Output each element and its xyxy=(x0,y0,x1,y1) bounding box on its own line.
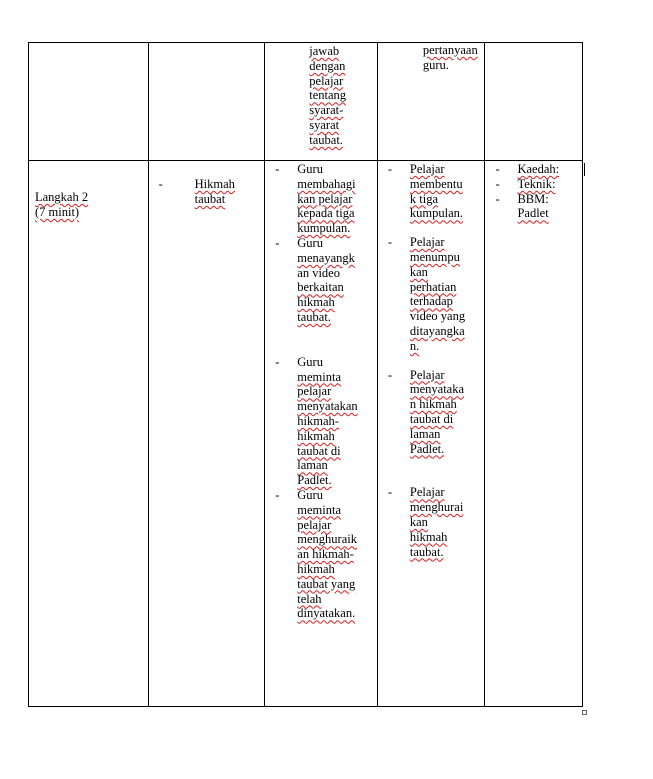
cell-teacher-activity-cont xyxy=(265,43,378,161)
cell-student-activities xyxy=(377,161,485,707)
list-item: - Kaedah: xyxy=(485,162,582,177)
list-item: - BBM: Padlet xyxy=(485,192,582,222)
cell-notes xyxy=(485,161,583,707)
cell-topic-empty xyxy=(148,43,265,161)
list-item: - Guru meminta pelajar menghuraik an hikmah- hikmah taubat yang telah dinyatakan. xyxy=(265,488,377,621)
list-item: - Guru meminta pelajar menyatakan hikmah- hikmah taubat di laman Padlet. xyxy=(265,355,377,488)
step-label: Langkah 2 xyxy=(35,190,89,204)
cell-notes-empty xyxy=(485,43,583,161)
list-item: - Pelajar menumpu kan perhatian terhadap video yang ditayangka n. xyxy=(378,235,485,353)
list-item: - Teknik: xyxy=(485,177,582,192)
list-item: - Guru membahagi kan pelajar kepada tiga kumpulan. xyxy=(265,162,377,236)
cell-teacher-activities xyxy=(265,161,378,707)
list-item: - Pelajar menyataka n hikmah taubat di laman Padlet. xyxy=(378,368,485,457)
student-activity-continuation: pertanyaan guru. xyxy=(422,43,478,72)
topic-list xyxy=(149,161,265,207)
text-cursor xyxy=(584,163,585,176)
table-row-langkah-2 xyxy=(29,161,583,707)
list-item: - Guru menayangk an video berkaitan hikmah taubat. xyxy=(265,236,377,325)
student-activity-list xyxy=(378,161,485,559)
list-item: - Pelajar membentu k tiga kumpulan. xyxy=(378,162,485,221)
notes-list xyxy=(485,161,582,221)
table-end-marker xyxy=(582,710,587,715)
lesson-plan-table xyxy=(28,42,583,707)
cell-student-activity-cont xyxy=(377,43,485,161)
list-item: - Pelajar menghurai kan hikmah taubat. xyxy=(378,485,485,559)
table-row-continuation xyxy=(29,43,583,161)
cell-topic xyxy=(148,161,265,707)
teacher-activity-continuation: jawab dengan pelajar tentang syarat- syarat taubat. xyxy=(309,44,347,147)
step-time: (7 minit) xyxy=(35,204,80,219)
cell-step-empty xyxy=(29,43,149,161)
list-item: - Hikmah taubat xyxy=(149,177,265,207)
cell-step xyxy=(29,161,149,707)
teacher-activity-list xyxy=(265,161,377,621)
